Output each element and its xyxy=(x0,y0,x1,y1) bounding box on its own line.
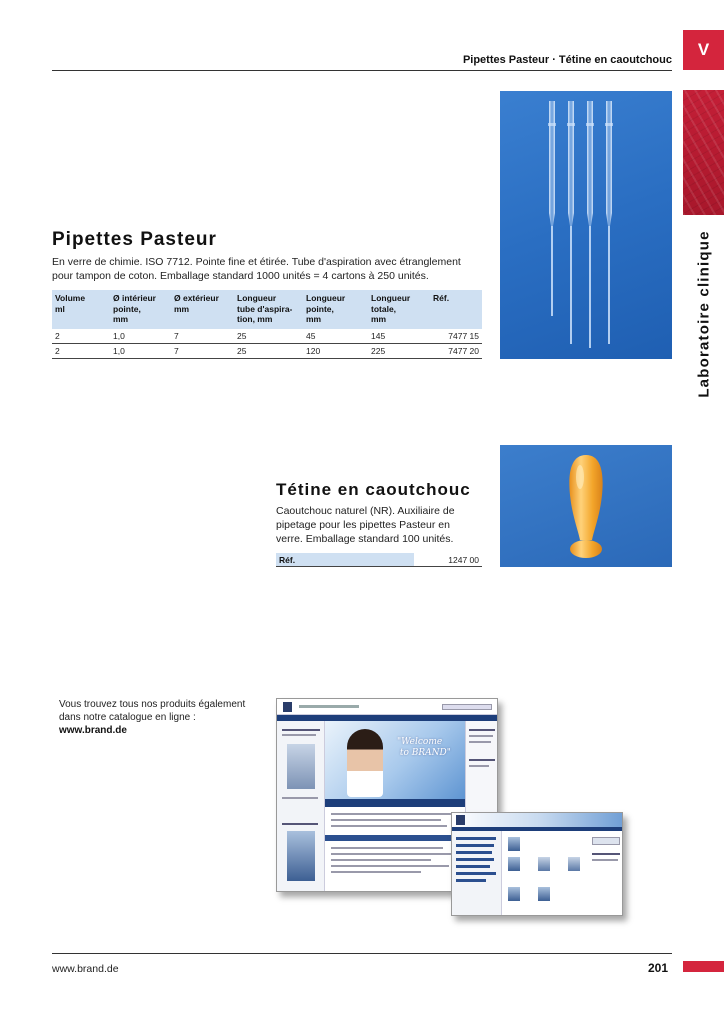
pipettes-title: Pipettes Pasteur xyxy=(52,229,217,250)
cell-ref: 7477 15 xyxy=(430,329,482,344)
chapter-tab-pattern xyxy=(683,90,724,215)
online-catalog-screenshot xyxy=(451,812,623,916)
col-volume: Volume ml xyxy=(55,293,86,314)
tetine-ref-value: 1247 00 xyxy=(448,555,479,565)
cell-volume: 2 xyxy=(52,329,110,344)
pipette-4 xyxy=(605,101,613,344)
cell-total-length: 145 xyxy=(368,329,430,344)
col-tip-length: Longueur pointe, mm xyxy=(306,293,346,324)
cell-outer-diameter: 7 xyxy=(171,343,234,358)
cell-volume: 2 xyxy=(52,343,110,358)
tetine-title: Tétine en caoutchouc xyxy=(276,480,471,499)
footer-url: www.brand.de xyxy=(52,963,119,975)
cell-tube-length: 25 xyxy=(234,343,303,358)
welcome-banner-text: "Welcome to BRAND" xyxy=(397,737,451,758)
col-ref: Réf. xyxy=(433,293,450,303)
cell-inner-diameter: 1,0 xyxy=(110,329,171,344)
col-inner-diameter: Ø intérieur pointe, mm xyxy=(113,293,156,324)
pipette-2 xyxy=(567,101,575,344)
cell-tip-length: 45 xyxy=(303,329,368,344)
table-row xyxy=(52,329,482,344)
rubber-bulb-photo xyxy=(500,445,672,567)
tetine-description: Caoutchouc naturel (NR). Auxiliaire de pipetage pour les pipettes Pasteur en verre. Emballage standard 100 unités. xyxy=(276,505,455,545)
online-catalogue-text: Vous trouvez tous nos produits également dans notre catalogue en ligne : xyxy=(59,699,246,723)
running-header: Pipettes Pasteur · Tétine en caoutchouc xyxy=(462,54,672,66)
col-outer-diameter: Ø extérieur mm xyxy=(174,293,219,314)
footer-rule xyxy=(52,953,672,954)
cell-total-length: 225 xyxy=(368,343,430,358)
col-tube-length: Longueur tube d'aspira- tion, mm xyxy=(237,293,293,324)
cell-outer-diameter: 7 xyxy=(171,329,234,344)
pipettes-description: En verre de chimie. ISO 7712. Pointe fine et étirée. Tube d'aspiration avec étranglement pour tampon de coton. Emballage standard 1000 unités = 4 cartons à 250 unités. xyxy=(52,256,461,282)
cell-ref: 7477 20 xyxy=(430,343,482,358)
table-row xyxy=(52,343,482,358)
tetine-ref-row xyxy=(276,553,482,567)
cell-tip-length: 120 xyxy=(303,343,368,358)
chapter-tab: V xyxy=(683,30,724,70)
side-chapter-label: Laboratoire clinique xyxy=(695,230,713,398)
col-total-length: Longueur totale, mm xyxy=(371,293,411,324)
page-number: 201 xyxy=(647,961,668,975)
table-header-row xyxy=(52,290,482,329)
pipettes-spec-table xyxy=(52,290,482,359)
pipette-1 xyxy=(548,101,556,316)
footer-tab xyxy=(683,961,724,972)
pipettes-photo xyxy=(500,91,672,359)
cell-tube-length: 25 xyxy=(234,329,303,344)
pipette-3 xyxy=(586,101,594,348)
cell-inner-diameter: 1,0 xyxy=(110,343,171,358)
online-catalogue-link[interactable]: www.brand.de xyxy=(59,725,127,736)
tetine-ref-label: Réf. xyxy=(276,553,414,566)
header-rule xyxy=(52,70,672,71)
